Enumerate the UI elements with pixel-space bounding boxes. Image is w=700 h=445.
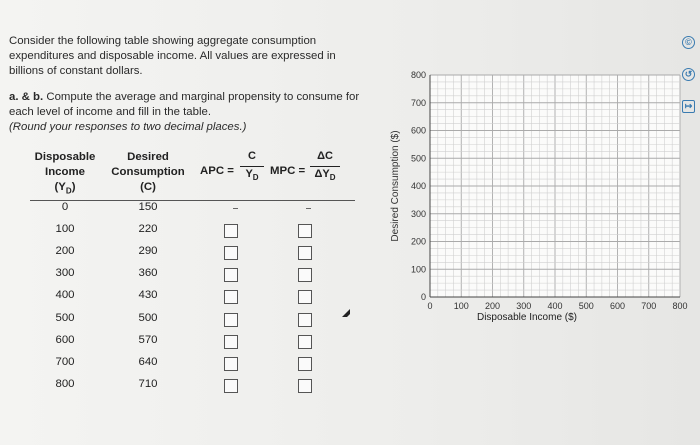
x-tick-label: 800 [672,301,688,311]
mpc-input[interactable] [298,290,312,304]
table-cell-consumption: 640 [138,355,158,368]
x-tick-label: 0 [427,301,433,311]
apc-input[interactable] [224,335,238,349]
apc-input[interactable] [224,268,238,282]
mpc-input[interactable] [298,268,312,282]
table-cell-consumption: 710 [138,377,158,390]
table-cell-consumption: 570 [138,333,158,346]
x-tick-label: 700 [641,301,657,311]
part-text: Compute the average and marginal propensity to consume for each level of income and fill in the table. [9,91,360,118]
copy-icon[interactable]: © [682,36,695,49]
table-cell-income: 300 [55,267,75,280]
header-mpc-bar [310,166,340,167]
mpc-input[interactable] [298,379,312,393]
y-tick-label: 600 [410,125,426,136]
chart-ylabel: Desired Consumption ($) [390,130,401,242]
refresh-icon[interactable]: ↺ [682,68,695,81]
apc-input[interactable] [224,246,238,260]
mpc-input[interactable] [298,335,312,349]
header-consumption: Desired Consumption (C) [111,151,185,193]
apc-input[interactable] [224,224,238,238]
export-icon[interactable]: ↦ [682,100,695,113]
y-tick-label: 500 [410,153,426,164]
header-apc-den: $Y_D$ [245,168,259,183]
table-cell-consumption: 220 [138,223,158,236]
apc-input[interactable] [224,357,238,371]
y-tick-label: 800 [410,70,426,80]
x-tick-label: 600 [609,301,626,311]
y-tick-label: 400 [410,181,426,191]
table-cell-income: 700 [55,355,75,368]
table-cell-consumption: 290 [138,245,158,258]
table-cell-income: 800 [55,377,75,390]
mpc-input[interactable] [298,246,312,260]
question-part-ab [9,90,379,135]
x-tick-label: 400 [547,301,563,311]
y-tick-label: 700 [410,97,426,108]
table-cell-income: 100 [55,223,75,236]
header-mpc-label: MPC = [270,165,306,177]
chart-xlabel: Disposable Income ($) [476,312,578,323]
y-tick-label: 0 [420,292,426,302]
table-cell-consumption: 430 [138,289,158,302]
table-cell-income: 600 [55,333,75,346]
consumption-chart[interactable] [380,30,690,340]
x-tick-label: 200 [484,301,501,311]
question-intro: Consider the following table showing aggregate consumption expenditures and disposable income. All values are expressed in billions of constant dollars. [9,35,336,77]
apc-dash [233,208,238,209]
apc-input[interactable] [224,379,238,393]
apc-input[interactable] [224,313,238,327]
header-income: Disposable Income $(Y_D)$ [34,151,96,196]
round-note: (Round your responses to two decimal places.) [9,121,247,133]
cursor-icon [340,307,352,319]
mpc-input[interactable] [298,357,312,371]
mpc-input[interactable] [298,224,312,238]
table-cell-consumption: 500 [138,311,158,324]
table-cell-income: 0 [61,201,69,213]
header-apc-bar [240,166,264,167]
header-mpc-den: $\Delta Y_D$ [314,168,336,183]
table-cell-consumption: 150 [138,201,158,213]
header-apc-label: APC = [200,165,234,177]
y-tick-label: 100 [410,264,426,275]
x-tick-label: 100 [453,301,469,311]
table-cell-income: 200 [55,245,75,258]
x-tick-label: 500 [578,301,594,311]
header-mpc-num: ΔC [317,150,333,162]
y-tick-label: 200 [410,236,426,247]
x-tick-label: 300 [516,301,532,311]
apc-input[interactable] [224,290,238,304]
table-cell-income: 400 [55,289,75,302]
y-tick-label: 300 [410,208,426,219]
mpc-input[interactable] [298,313,312,327]
table-cell-income: 500 [55,311,75,324]
part-label: a. & b. [9,91,44,103]
header-apc-num: C [248,150,256,162]
mpc-dash [306,208,311,209]
table-cell-consumption: 360 [138,267,158,280]
